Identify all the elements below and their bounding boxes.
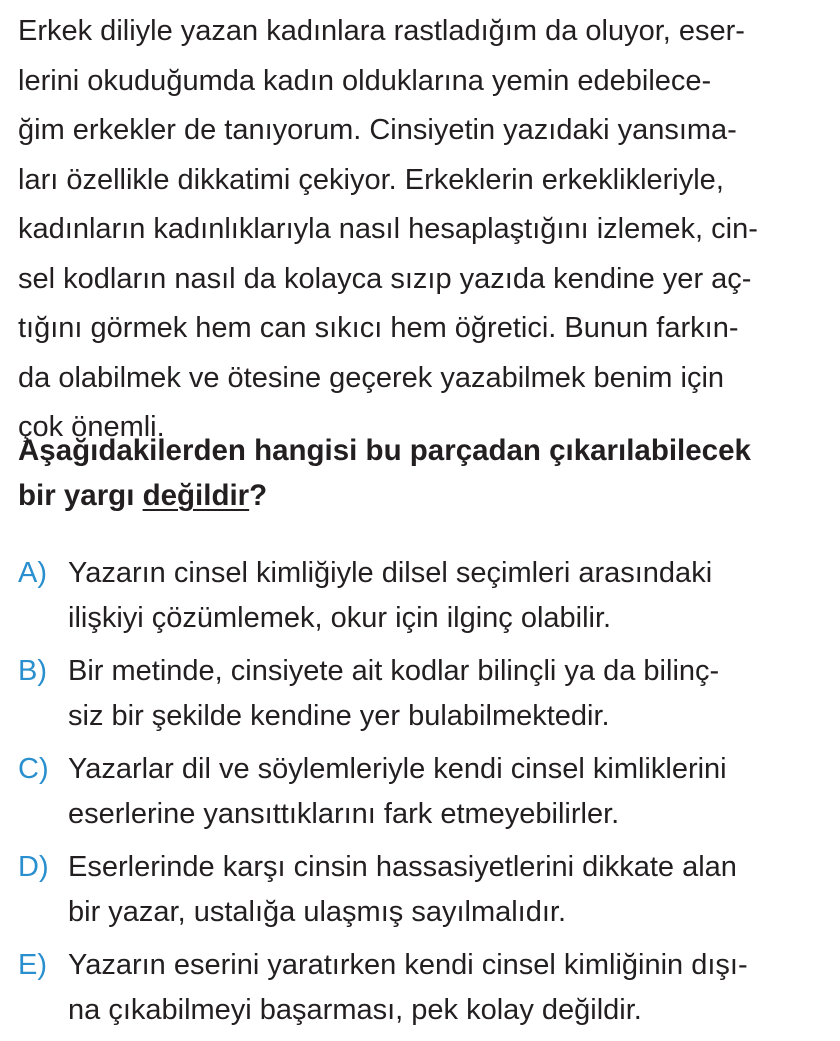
option-text-line: Bir metinde, cinsiyete ait kodlar bilinçli ya da bilinç-	[68, 655, 720, 687]
option-letter: A)	[18, 557, 47, 589]
passage-line: kadınların kadınlıklarıyla nasıl hesaplaştığını izlemek, cin-	[18, 213, 758, 245]
passage-line: ğim erkekler de tanıyorum. Cinsiyetin yazıdaki yansıma-	[18, 114, 737, 146]
passage-line: ları özellikle dikkatimi çekiyor. Erkeklerin erkeklikleriyle,	[18, 163, 724, 196]
option-a[interactable]	[18, 551, 840, 649]
option-text	[68, 845, 840, 935]
question-prefix: bir yargı	[18, 479, 143, 512]
option-text-line: Yazarın cinsel kimliğiyle dilsel seçimleri arasındaki	[68, 557, 713, 589]
option-letter: E)	[18, 949, 47, 981]
option-letter: D)	[18, 851, 49, 883]
option-text-line: eserlerine yansıttıklarını fark etmeyebilirler.	[68, 798, 620, 830]
option-text-line: ilişkiyi çözümlemek, okur için ilginç olabilir.	[68, 602, 612, 634]
option-text	[68, 943, 840, 1033]
option-letter: B)	[18, 655, 47, 687]
option-text-line: Yazarın eserini yaratırken kendi cinsel kimliğinin dışı-	[68, 949, 748, 981]
answer-options	[18, 551, 840, 1041]
passage-line: sel kodların nasıl da kolayca sızıp yazıda kendine yer aç-	[18, 262, 752, 295]
option-text	[68, 649, 840, 739]
question-stem	[18, 428, 830, 518]
passage-line: tığını görmek hem can sıkıcı hem öğretici. Bunun farkın-	[18, 312, 739, 344]
question-line-2	[18, 473, 830, 518]
passage-line: da olabilmek ve ötesine geçerek yazabilmek benim için	[18, 361, 725, 394]
question-negation-underlined: değildir	[142, 479, 250, 512]
option-text	[68, 551, 840, 641]
option-text-line: bir yazar, ustalığa ulaşmış sayılmalıdır.	[68, 896, 567, 928]
option-text-line: Yazarlar dil ve söylemleriyle kendi cinsel kimliklerini	[68, 753, 727, 785]
passage-line: çok önemli.	[18, 411, 165, 443]
option-text-line: siz bir şekilde kendine yer bulabilmektedir.	[68, 700, 610, 732]
option-e[interactable]	[18, 943, 840, 1041]
option-text-line: Eserlerinde karşı cinsin hassasiyetlerini dikkate alan	[68, 851, 737, 883]
option-text	[68, 747, 840, 837]
question-mark: ?	[249, 479, 268, 512]
option-letter: C)	[18, 753, 49, 785]
reading-passage	[18, 7, 830, 453]
option-b[interactable]	[18, 649, 840, 747]
option-d[interactable]	[18, 845, 840, 943]
question-line-1: Aşağıdakilerden hangisi bu parçadan çıkarılabilecek	[18, 434, 751, 467]
option-text-line: na çıkabilmeyi başarması, pek kolay değildir.	[68, 994, 642, 1026]
passage-line: lerini okuduğumda kadın olduklarına yemin edebilece-	[18, 64, 712, 97]
passage-line: Erkek diliyle yazan kadınlara rastladığım da oluyor, eser-	[18, 15, 745, 47]
option-c[interactable]	[18, 747, 840, 845]
